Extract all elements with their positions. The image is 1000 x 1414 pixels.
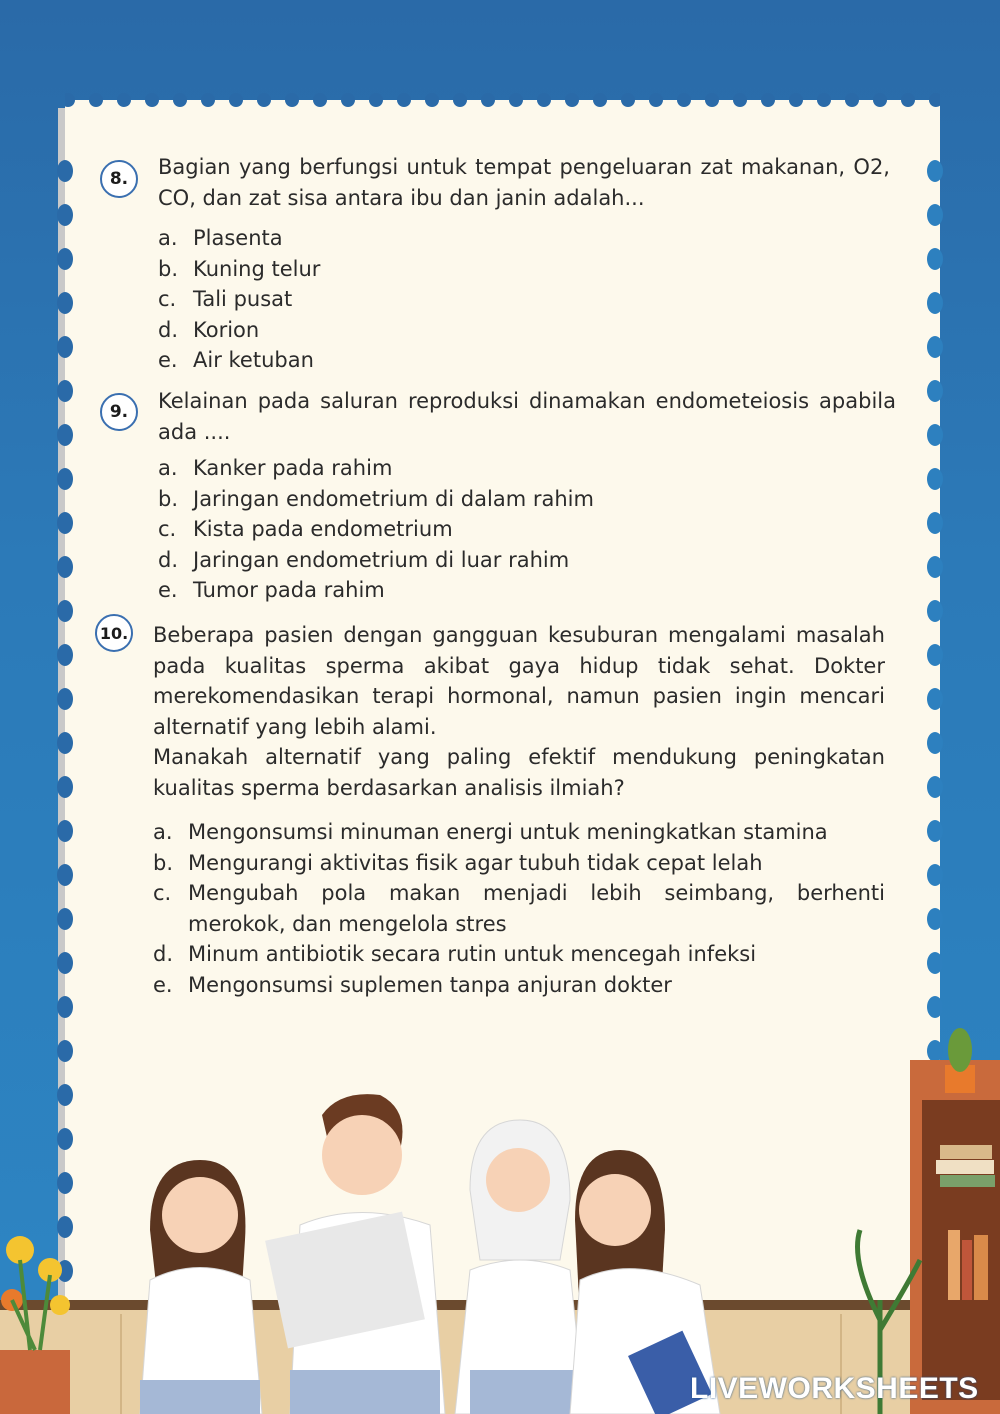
question-9-option-d[interactable] — [158, 545, 896, 576]
scallop — [57, 468, 73, 490]
option-text: Kuning telur — [193, 256, 321, 281]
scallop — [57, 644, 73, 666]
option-text: Air ketuban — [193, 348, 314, 372]
scallop — [927, 820, 943, 842]
question-10-option-a[interactable] — [153, 817, 885, 848]
option-letter: d. — [153, 942, 174, 966]
scallop — [927, 688, 943, 710]
cactus-icon — [945, 1028, 975, 1093]
scallop — [57, 204, 73, 226]
question-10-option-b[interactable] — [153, 848, 885, 879]
option-text: Jaringan endometrium di dalam rahim — [193, 486, 594, 511]
student-hijab-girl-icon — [455, 1120, 585, 1414]
scallop — [57, 424, 73, 446]
scallop — [57, 732, 73, 754]
books-icon — [936, 1145, 995, 1300]
option-letter: a. — [158, 456, 178, 480]
scallop — [57, 952, 73, 974]
option-letter: b. — [158, 486, 179, 511]
option-letter: e. — [153, 972, 173, 997]
scallop — [57, 336, 73, 358]
option-letter: c. — [153, 881, 172, 905]
option-text: Kanker pada rahim — [193, 456, 393, 480]
question-9-number: 9. — [100, 393, 138, 431]
question-8-number: 8. — [100, 160, 138, 198]
scallop — [927, 248, 943, 270]
question-10-option-d[interactable] — [153, 939, 885, 970]
scallop — [927, 864, 943, 886]
option-text: Tumor pada rahim — [193, 578, 385, 602]
scallop — [927, 160, 943, 182]
scallop — [57, 380, 73, 402]
question-10 — [153, 620, 885, 1000]
option-text: Mengonsumsi suplemen tanpa anjuran dokter — [188, 972, 672, 997]
question-10-option-c[interactable] — [153, 878, 885, 939]
scallop — [927, 644, 943, 666]
scallop — [927, 424, 943, 446]
scallop — [927, 556, 943, 578]
question-8-option-c[interactable] — [158, 284, 890, 315]
question-9 — [158, 386, 896, 606]
question-9-option-b[interactable] — [158, 484, 896, 515]
scallop — [57, 600, 73, 622]
scallop — [57, 556, 73, 578]
question-10-option-e[interactable] — [153, 970, 885, 1001]
question-8-option-b[interactable] — [158, 254, 890, 285]
scallop — [927, 952, 943, 974]
scallop — [927, 336, 943, 358]
question-8-option-d[interactable] — [158, 315, 890, 346]
option-text: Tali pusat — [193, 287, 293, 311]
option-text: Mengonsumsi minuman energi untuk meningkatkan stamina — [188, 820, 828, 844]
option-letter: e. — [158, 348, 178, 372]
option-text: Plasenta — [193, 226, 283, 250]
scallop — [927, 732, 943, 754]
scallop — [57, 776, 73, 798]
student-boy-icon — [265, 1094, 445, 1414]
flower-pot-icon — [0, 1236, 70, 1414]
option-text: Mengubah pola makan menjadi lebih seimbang, berhenti merokok, dan mengelola stres — [188, 881, 885, 936]
question-9-option-a[interactable] — [158, 453, 896, 484]
option-letter: d. — [158, 317, 179, 342]
scallop — [57, 820, 73, 842]
scallop — [927, 380, 943, 402]
scallop — [57, 160, 73, 182]
option-letter: b. — [153, 850, 174, 875]
option-letter: c. — [158, 517, 177, 541]
scallop — [57, 248, 73, 270]
scallop — [57, 688, 73, 710]
question-9-option-c[interactable] — [158, 514, 896, 545]
scallop — [57, 908, 73, 930]
scallop — [927, 292, 943, 314]
scallop — [927, 908, 943, 930]
question-9-stem: Kelainan pada saluran reproduksi dinamakan endometeiosis apabila ada .... — [158, 389, 896, 444]
question-8-option-a[interactable] — [158, 223, 890, 254]
scallop — [927, 204, 943, 226]
option-text: Mengurangi aktivitas fisik agar tubuh tidak cepat lelah — [188, 850, 763, 875]
option-letter: a. — [153, 820, 173, 844]
option-letter: e. — [158, 578, 178, 602]
scallop — [927, 468, 943, 490]
question-8-option-e[interactable] — [158, 345, 890, 376]
option-letter: d. — [158, 547, 179, 572]
option-letter: b. — [158, 256, 179, 281]
question-10-number: 10. — [95, 614, 133, 652]
scallop — [57, 512, 73, 534]
scallop — [57, 292, 73, 314]
option-letter: c. — [158, 287, 177, 311]
option-text: Korion — [193, 317, 260, 342]
scallop — [927, 776, 943, 798]
student-girl-icon — [140, 1160, 262, 1414]
students-illustration — [0, 1000, 1000, 1414]
option-text: Kista pada endometrium — [193, 517, 453, 541]
liveworksheets-logo[interactable]: LIVEWORKSHEETS — [690, 1372, 979, 1405]
question-8 — [158, 152, 890, 376]
question-8-stem: Bagian yang berfungsi untuk tempat pengeluaran zat makanan, O2, CO, dan zat sisa antara ibu dan janin adalah... — [158, 155, 890, 210]
scallop — [927, 512, 943, 534]
option-text: Minum antibiotik secara rutin untuk mencegah infeksi — [188, 942, 757, 966]
scallop — [57, 864, 73, 886]
question-10-stem: Beberapa pasien dengan gangguan kesuburan mengalami masalah pada kualitas sperma akibat gaya hidup tidak sehat. Dokter merekomendasikan terapi hormonal, namun pasien ingin mencari alternatif yang lebih alami. — [153, 623, 885, 739]
option-text: Jaringan endometrium di luar rahim — [193, 547, 570, 572]
paper-top-edge — [65, 93, 940, 109]
scallop — [927, 600, 943, 622]
question-10-stem-question: Manakah alternatif yang paling efektif mendukung peningkatan kualitas sperma berdasarkan analisis ilmiah? — [153, 745, 885, 800]
question-9-option-e[interactable] — [158, 575, 896, 606]
option-letter: a. — [158, 226, 178, 250]
